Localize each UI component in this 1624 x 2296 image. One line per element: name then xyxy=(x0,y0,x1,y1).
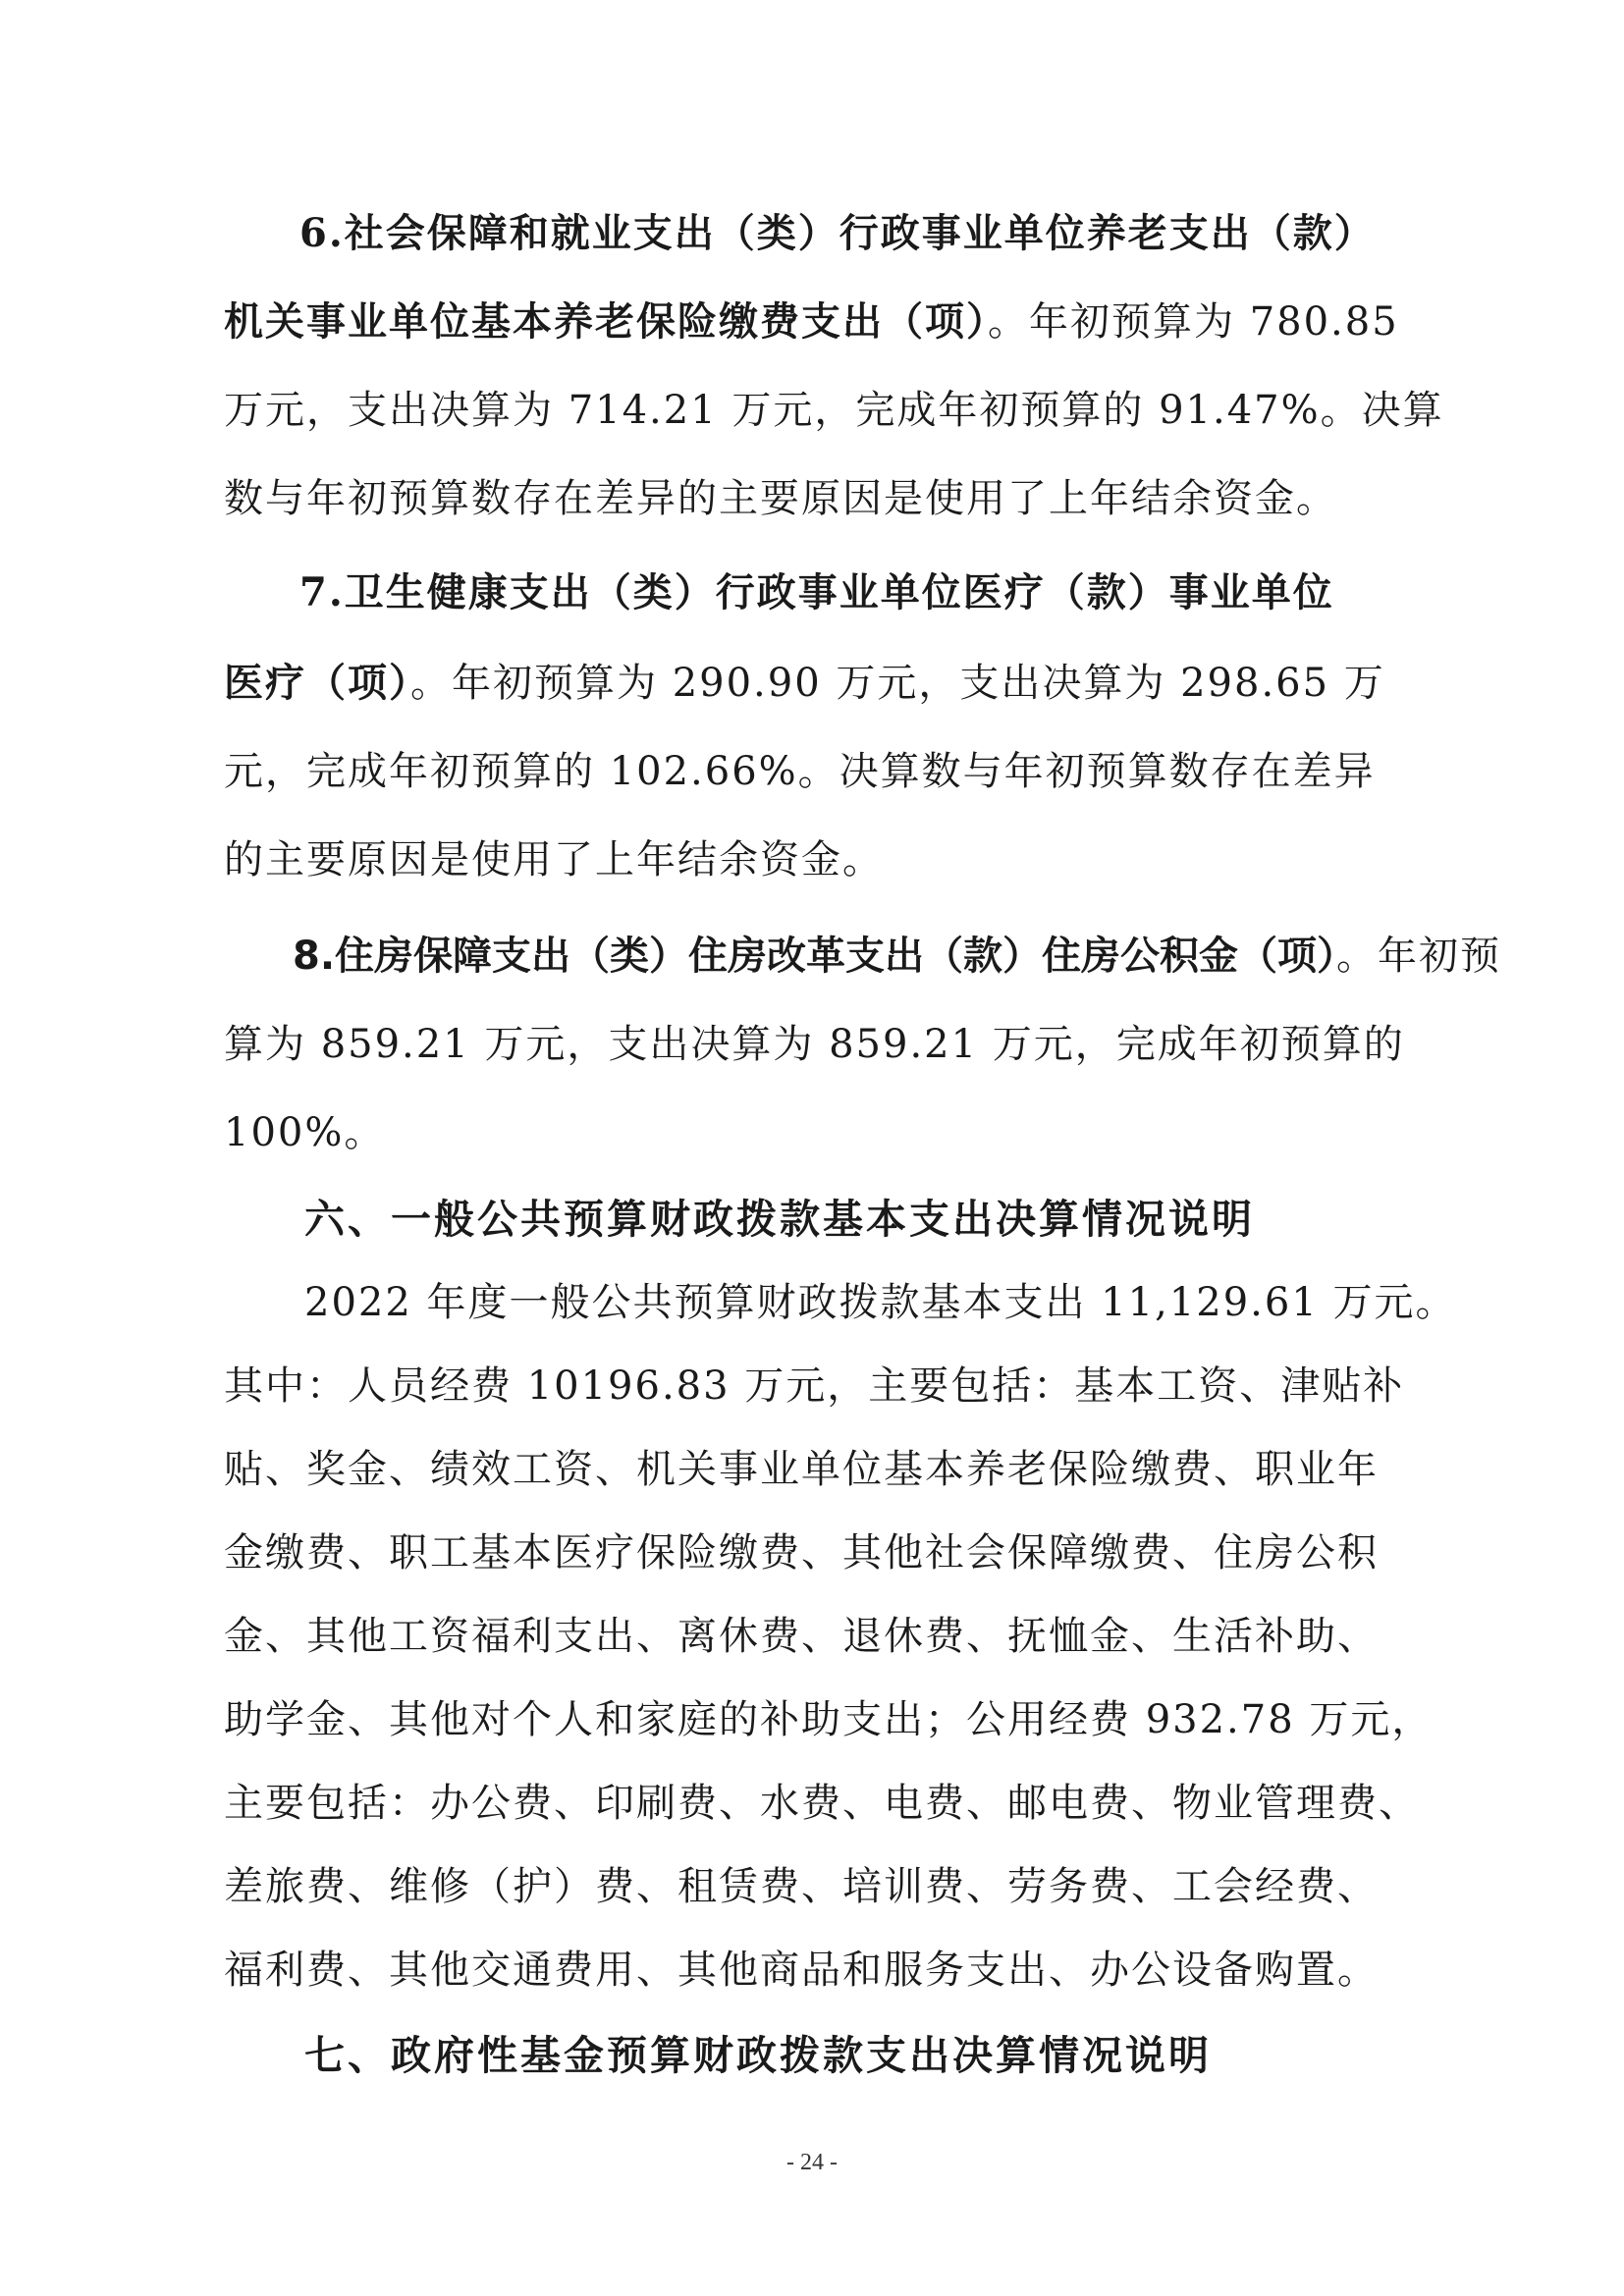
section6-line8: 差旅费、维修（护）费、租赁费、培训费、劳务费、工会经费、 xyxy=(224,1864,1379,1909)
page-number: - 24 - xyxy=(786,2150,838,2175)
item6-line2-rest: 。年初预算为 780.85 xyxy=(988,299,1399,345)
section6-line4: 金缴费、职工基本医疗保险缴费、其他社会保障缴费、住房公积 xyxy=(224,1530,1379,1575)
item6-line1: 6.社会保障和就业支出（类）行政事业单位养老支出（款） xyxy=(299,210,1376,256)
item7-line2 xyxy=(224,660,1441,707)
section6-line2: 其中：人员经费 10196.83 万元，主要包括：基本工资、津贴补 xyxy=(224,1363,1405,1409)
item7-line2-rest: 。年初预算为 290.90 万元，支出决算为 298.65 万 xyxy=(410,661,1385,706)
item8-line1-rest: 。年初预 xyxy=(1336,934,1502,979)
item7-line2-bold: 医疗（项） xyxy=(224,660,410,706)
section6-line3: 贴、奖金、绩效工资、机关事业单位基本养老保险缴费、职业年 xyxy=(224,1447,1379,1492)
item8-line2: 算为 859.21 万元，支出决算为 859.21 万元，完成年初预算的 xyxy=(224,1022,1405,1067)
item7-line4: 的主要原因是使用了上年结余资金。 xyxy=(224,837,884,882)
section7-heading: 七、政府性基金预算财政拨款支出决算情况说明 xyxy=(304,2032,1212,2079)
section6-heading: 六、一般公共预算财政拨款基本支出决算情况说明 xyxy=(304,1196,1255,1243)
section6-line7: 主要包括：办公费、印刷费、水费、电费、邮电费、物业管理费、 xyxy=(224,1781,1420,1826)
section6-line5: 金、其他工资福利支出、离休费、退休费、抚恤金、生活补助、 xyxy=(224,1614,1379,1659)
item7-line1: 7.卫生健康支出（类）行政事业单位医疗（款）事业单位 xyxy=(299,569,1334,615)
item6-line4: 数与年初预算数存在差异的主要原因是使用了上年结余资金。 xyxy=(224,476,1337,521)
item6-line3: 万元，支出决算为 714.21 万元，完成年初预算的 91.47%。决算 xyxy=(224,388,1444,433)
item7-line3: 元，完成年初预算的 102.66%。决算数与年初预算数存在差异 xyxy=(224,749,1376,794)
section6-line6: 助学金、其他对个人和家庭的补助支出；公用经费 932.78 万元， xyxy=(224,1697,1434,1742)
item8-line3: 100%。 xyxy=(224,1110,386,1155)
item6-line2 xyxy=(224,298,1441,346)
item8-line1-bold: 8.住房保障支出（类）住房改革支出（款）住房公积金（项） xyxy=(293,934,1337,979)
section6-line1: 2022 年度一般公共预算财政拨款基本支出 11,129.61 万元。 xyxy=(304,1280,1457,1325)
section6-line9: 福利费、其他交通费用、其他商品和服务支出、办公设备购置。 xyxy=(224,1948,1379,1993)
item6-line2-bold: 机关事业单位基本养老保险缴费支出（项） xyxy=(224,298,988,345)
item8-line1 xyxy=(293,933,1502,980)
